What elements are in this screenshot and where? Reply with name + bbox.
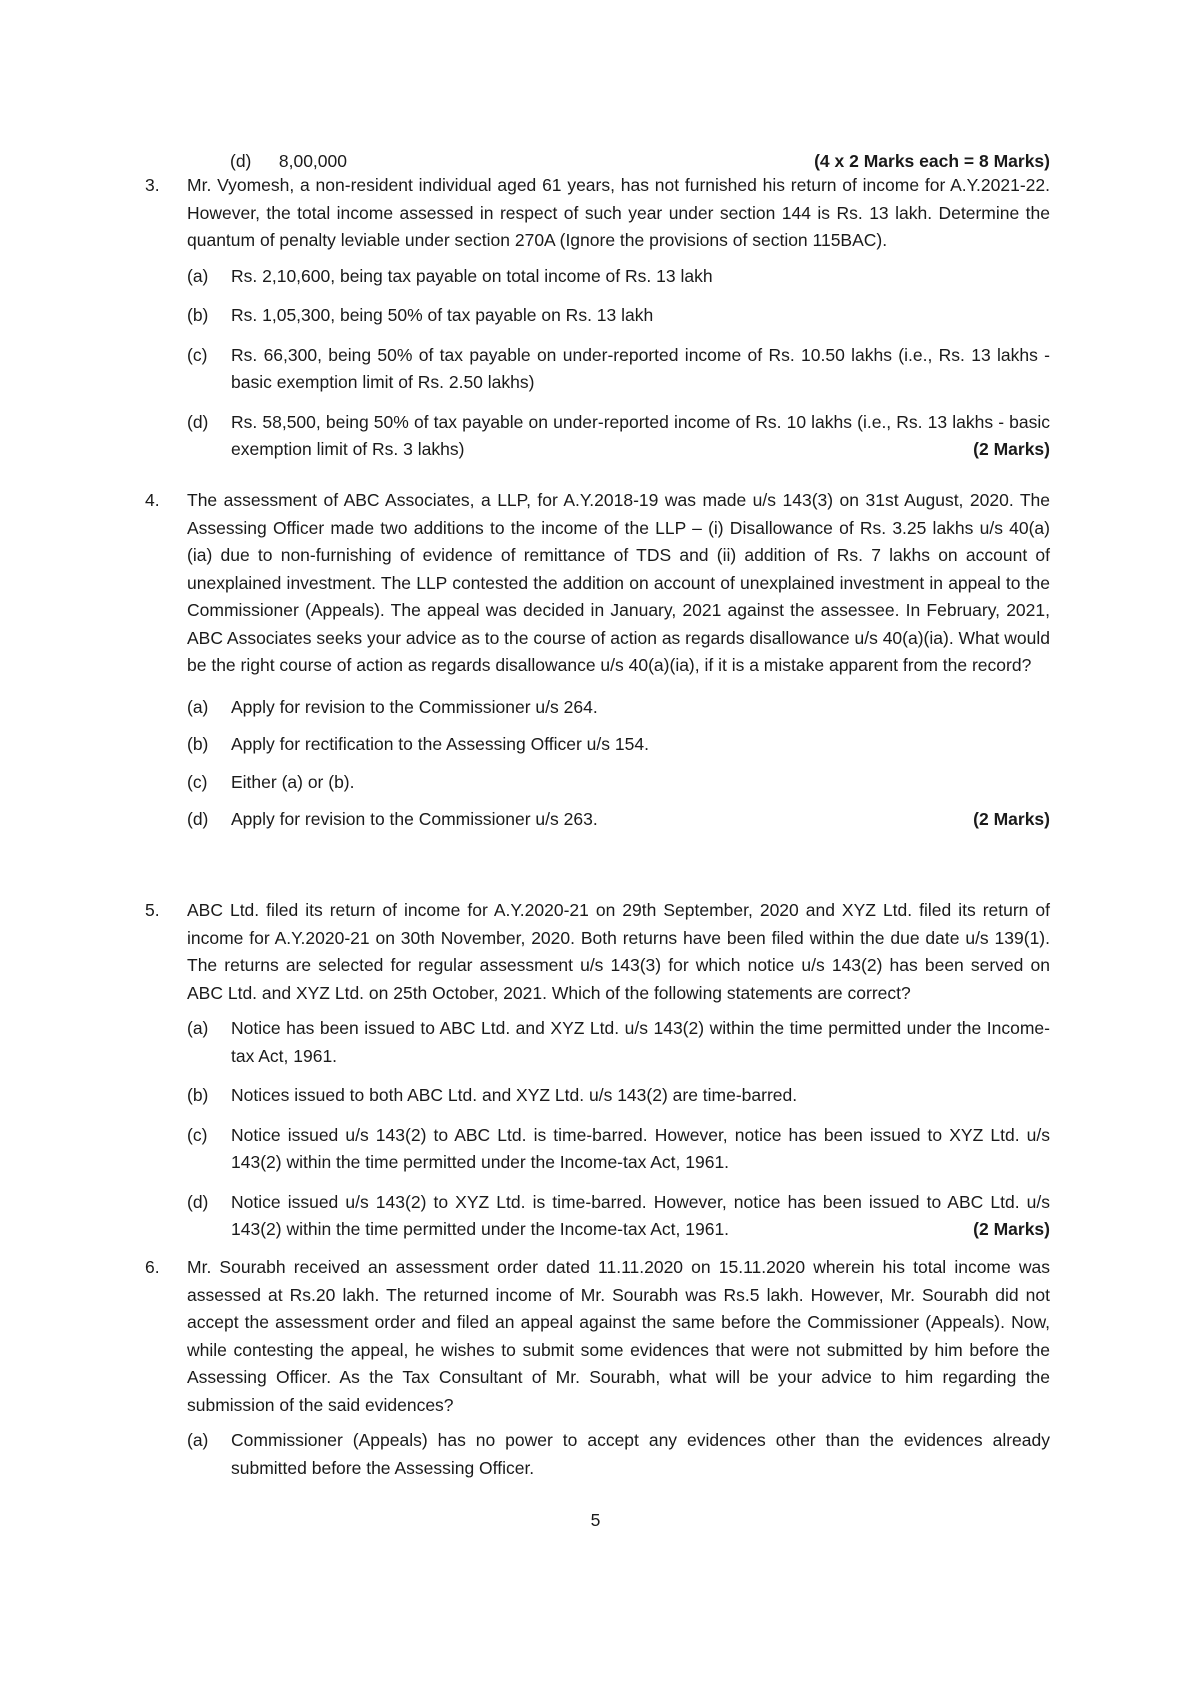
option-a — [187, 694, 1050, 722]
option-d — [187, 1189, 1050, 1244]
option-label: (b) — [187, 305, 209, 325]
question-4 — [145, 487, 1050, 846]
page-number: 5 — [590, 1510, 601, 1530]
option-c — [187, 1122, 1050, 1177]
option-text: Rs. 1,05,300, being 50% of tax payable on Rs. 13 lakh — [231, 305, 654, 325]
option-label: (d) — [230, 151, 252, 171]
option-label: (c) — [187, 1124, 208, 1145]
option-text: Rs. 58,500, being 50% of tax payable on under-reported income of Rs. 10 lakhs (i.e., Rs. 13 lakhs - basic exemption limit of Rs. 3 lakhs) — [231, 411, 1050, 459]
option-label: (c) — [187, 344, 208, 365]
question-number: 5. — [145, 900, 160, 920]
option-label: (d) — [187, 809, 209, 829]
marks-label: (2 Marks) — [973, 1219, 1050, 1239]
option-b — [187, 731, 1050, 759]
option-text: 8,00,000 — [278, 151, 347, 171]
question-text: The assessment of ABC Associates, a LLP, for A.Y.2018-19 was made u/s 143(3) on 31st August, 2020. The Assessing Officer made two additions to the income of the LLP – (i) Disallowance of Rs. 3.25 lakhs u/s 40(a)(ia) due to non-furnishing of evidence of remittance of TDS and (ii) addition of Rs. 7 lakhs on account of unexplained investment. The LLP contested the addition on account of unexplained investment in appeal to the Commissioner (Appeals). The appeal was decided in January, 2021 against the assessee. In February, 2021, ABC Associates seeks your advice as to the course of action as regards disallowance u/s 40(a)(ia). What would be the right course of action as regards disallowance u/s 40(a)(ia), if it is a mistake apparent from the record? — [187, 490, 1050, 675]
option-text: Rs. 66,300, being 50% of tax payable on under-reported income of Rs. 10.50 lakhs (i.e., Rs. 13 lakhs - basic exemption limit of Rs. 2.50 lakhs) — [231, 344, 1050, 392]
question-text: Mr. Vyomesh, a non-resident individual aged 61 years, has not furnished his return of income for A.Y.2021-22. However, the total income assessed in respect of such year under section 144 is Rs. 13 lakh. Determine the quantum of penalty leviable under section 270A (Ignore the provisions of section 115BAC). — [187, 175, 1050, 250]
marks-label: (2 Marks) — [973, 439, 1050, 459]
question-text: ABC Ltd. filed its return of income for A.Y.2020-21 on 29th September, 2020 and XYZ Ltd. filed its return of income for A.Y.2020-21 on 30th November, 2020. Both returns have been filed within the due date u/s 139(1). The returns are selected for regular assessment u/s 143(3) for which notice u/s 143(2) has been served on ABC Ltd. and XYZ Ltd. on 25th October, 2021. Which of the following statements are correct? — [187, 900, 1050, 1003]
option-b — [187, 302, 1050, 330]
option-label: (b) — [187, 734, 209, 754]
question-number: 3. — [145, 175, 160, 195]
question-text: Mr. Sourabh received an assessment order dated 11.11.2020 on 15.11.2020 wherein his total income was assessed at Rs.20 lakh. The returned income of Mr. Sourabh was Rs.5 lakh. However, Mr. Sourabh did not accept the assessment order and filed an appeal against the same before the Commissioner (Appeals). Now, while contesting the appeal, he wishes to submit some evidences that were not submitted by him before the Assessing Officer. As the Tax Consultant of Mr. Sourabh, what will be your advice to him regarding the submission of the said evidences? — [187, 1257, 1050, 1415]
question-5 — [145, 897, 1050, 1256]
option-text: Notice has been issued to ABC Ltd. and XYZ Ltd. u/s 143(2) within the time permitted under the Income-tax Act, 1961. — [231, 1018, 1050, 1066]
option-text: Apply for rectification to the Assessing Officer u/s 154. — [231, 734, 649, 754]
option-a — [187, 1427, 1050, 1482]
option-text: Notice issued u/s 143(2) to XYZ Ltd. is time-barred. However, notice has been issued to ABC Ltd. u/s 143(2) within the time permitted under the Income-tax Act, 1961. — [231, 1191, 1050, 1239]
option-text: Either (a) or (b). — [231, 771, 355, 792]
option-label: (a) — [187, 1430, 209, 1450]
option-d — [187, 409, 1050, 464]
option-b — [187, 1082, 1050, 1110]
option-c — [187, 342, 1050, 397]
option-text: Apply for revision to the Commissioner u/s 264. — [231, 696, 598, 717]
options-list — [187, 1427, 1050, 1482]
carryover-option — [230, 148, 1050, 174]
option-a — [187, 263, 1050, 291]
option-text: Notice issued u/s 143(2) to ABC Ltd. is time-barred. However, notice has been issued to XYZ Ltd. u/s 143(2) within the time permitted under the Income-tax Act, 1961. — [231, 1124, 1050, 1172]
options-list — [187, 1015, 1050, 1244]
option-a — [187, 1015, 1050, 1070]
option-c — [187, 769, 1050, 797]
option-text: Notices issued to both ABC Ltd. and XYZ Ltd. u/s 143(2) are time-barred. — [231, 1085, 798, 1105]
options-list — [187, 694, 1050, 834]
option-text: Rs. 2,10,600, being tax payable on total income of Rs. 13 lakh — [231, 265, 713, 286]
question-3 — [145, 172, 1050, 476]
question-number: 4. — [145, 490, 160, 510]
question-6 — [145, 1254, 1050, 1494]
option-d — [187, 806, 1050, 834]
option-text: Apply for revision to the Commissioner u/s 263. — [231, 809, 598, 829]
marks-label: (4 x 2 Marks each = 8 Marks) — [814, 151, 1050, 171]
option-text: Commissioner (Appeals) has no power to accept any evidences other than the evidences already submitted before the Assessing Officer. — [231, 1430, 1050, 1478]
question-number: 6. — [145, 1257, 160, 1277]
option-label: (d) — [187, 411, 209, 432]
marks-label: (2 Marks) — [973, 809, 1050, 829]
option-label: (c) — [187, 771, 208, 792]
options-list — [187, 263, 1050, 464]
option-label: (b) — [187, 1085, 209, 1105]
option-label: (a) — [187, 696, 209, 717]
option-label: (d) — [187, 1191, 209, 1212]
option-label: (a) — [187, 265, 209, 286]
option-label: (a) — [187, 1018, 209, 1038]
